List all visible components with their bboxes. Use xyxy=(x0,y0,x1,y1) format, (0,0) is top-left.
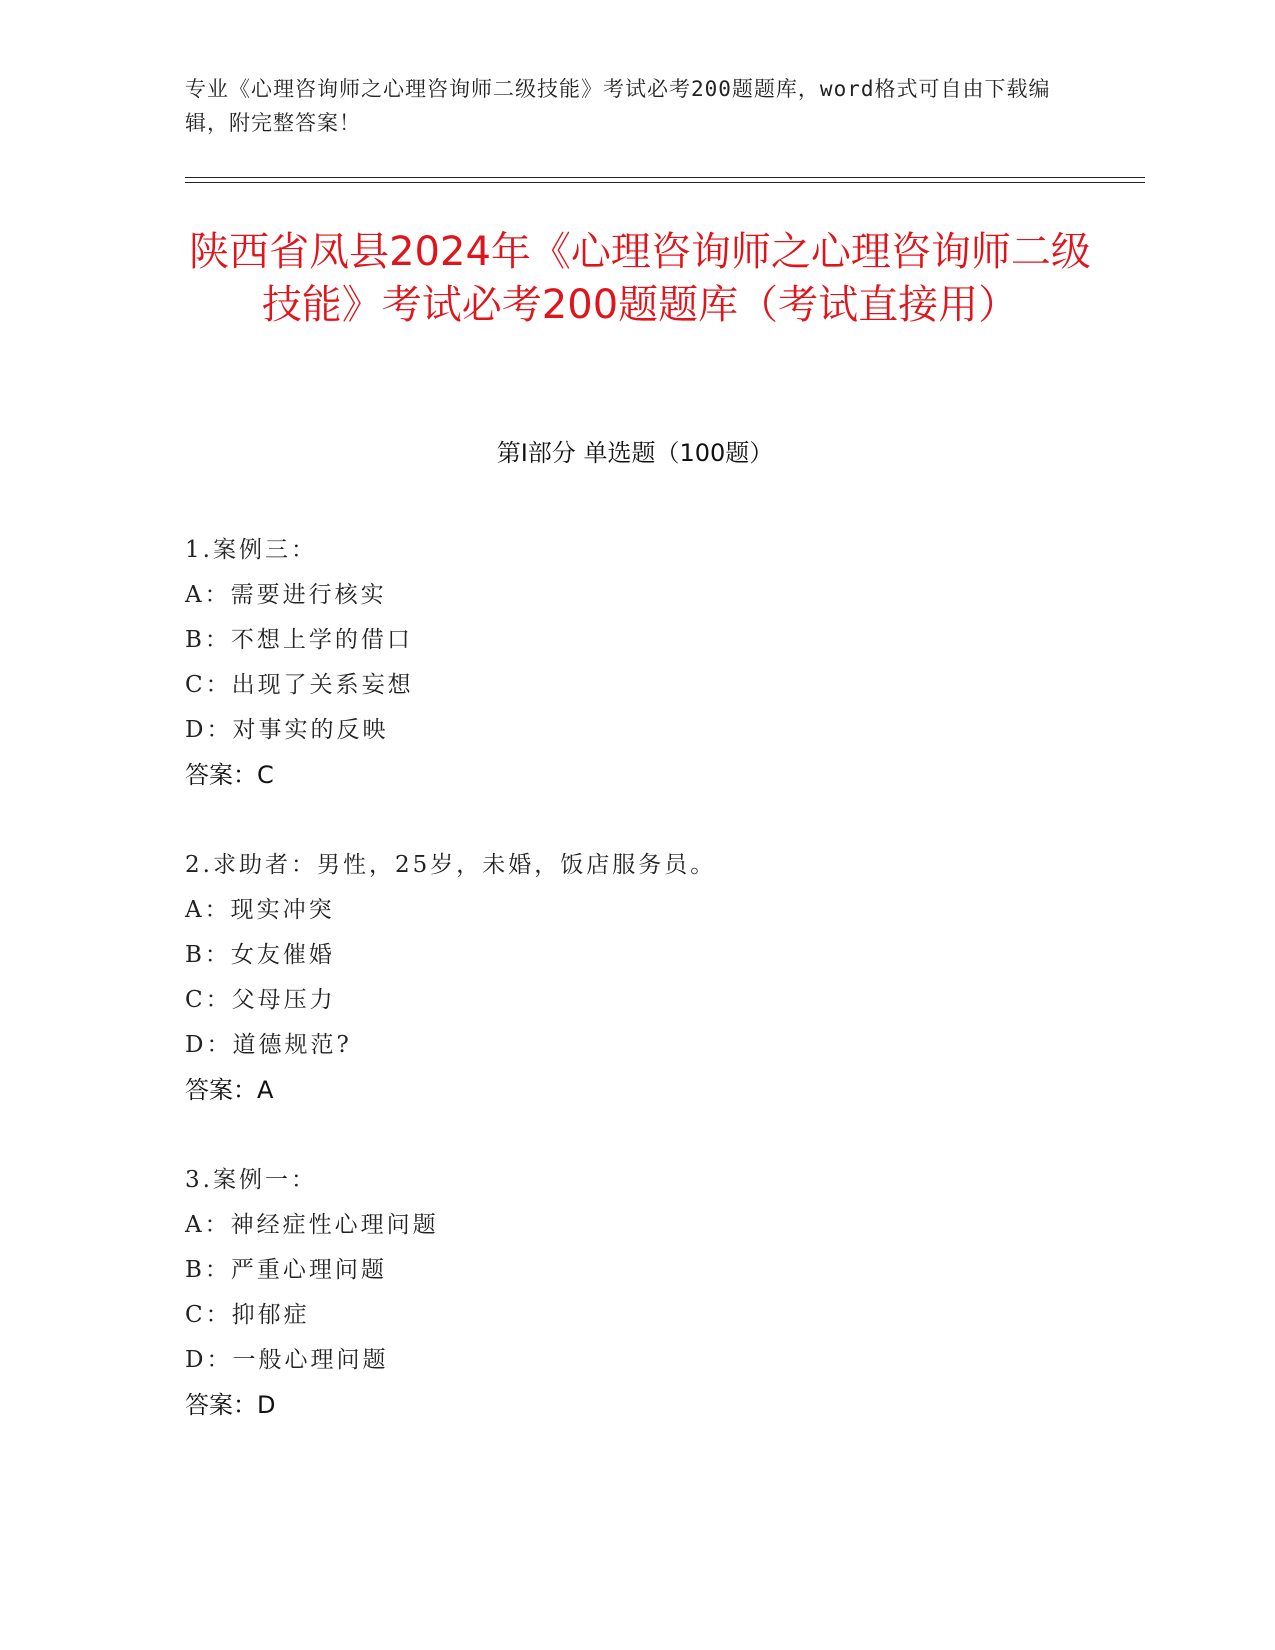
question-stem: 2.求助者：男性，25岁，未婚，饭店服务员。 xyxy=(185,852,717,878)
option-b: B：不想上学的借口 xyxy=(185,627,413,653)
option-b: B：严重心理问题 xyxy=(185,1257,387,1283)
question-stem: 3.案例一： xyxy=(185,1167,317,1193)
option-a: A：神经症性心理问题 xyxy=(185,1212,439,1238)
document-title: 陕西省凤县2024年《心理咨询师之心理咨询师二级技能》考试必考200题题库（考试直接用） xyxy=(189,229,1091,328)
option-a: A：现实冲突 xyxy=(185,897,335,923)
answer: 答案：A xyxy=(185,1076,274,1104)
question-1 xyxy=(185,528,1085,798)
option-d: D：对事实的反映 xyxy=(185,717,389,743)
option-d: D：道德规范? xyxy=(185,1032,352,1058)
question-2 xyxy=(185,843,1085,1113)
option-d: D：一般心理问题 xyxy=(185,1347,389,1373)
option-a: A：需要进行核实 xyxy=(185,582,387,608)
option-c: C：出现了关系妄想 xyxy=(185,672,414,698)
header-divider-top xyxy=(185,177,1145,178)
option-c: C：父母压力 xyxy=(185,987,336,1013)
question-stem: 1.案例三： xyxy=(185,537,317,563)
option-b: B：女友催婚 xyxy=(185,942,335,968)
section-title: 第I部分 单选题（100题） xyxy=(496,439,774,467)
answer: 答案：D xyxy=(185,1391,276,1419)
header-divider-bottom xyxy=(185,182,1145,183)
question-list xyxy=(185,528,1085,1473)
option-c: C：抑郁症 xyxy=(185,1302,310,1328)
question-3 xyxy=(185,1158,1085,1428)
answer: 答案：C xyxy=(185,761,274,789)
header-note: 专业《心理咨询师之心理咨询师二级技能》考试必考200题题库，word格式可自由下载编辑，附完整答案！ xyxy=(185,77,1051,135)
